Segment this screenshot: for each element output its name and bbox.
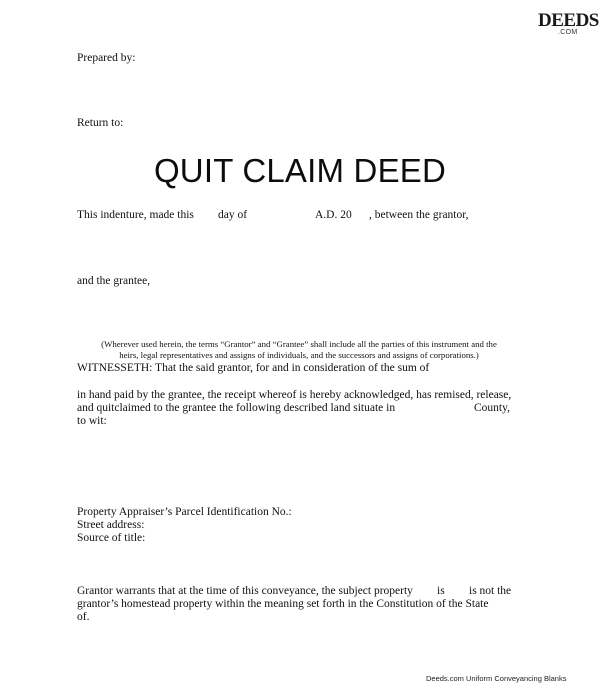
indenture-text-2: day of xyxy=(218,209,248,221)
homestead-is: is xyxy=(437,585,445,597)
logo-sub-text: .COM xyxy=(558,29,578,36)
county-label: County, xyxy=(474,402,510,414)
consideration-line-2: and quitclaimed to the grantee the following described land situate in xyxy=(77,402,396,414)
definition-note-line-2: heirs, legal representatives and assigns of individuals, and the successors and assigns of corporations.) xyxy=(119,350,479,360)
consideration-line-1: in hand paid by the grantee, the receipt whereof is hereby acknowledged, has remised, release, xyxy=(77,389,512,401)
homestead-line-3: of. xyxy=(77,611,90,623)
parcel-id-label: Property Appraiser’s Parcel Identification No.: xyxy=(77,506,292,518)
logo-main-text: DEEDS xyxy=(538,10,599,31)
indenture-text-4: , between the grantor, xyxy=(369,209,469,221)
indenture-text-3: A.D. 20 xyxy=(315,209,352,221)
source-of-title-label: Source of title: xyxy=(77,532,146,544)
document-title: QUIT CLAIM DEED xyxy=(153,152,447,189)
homestead-is-not: is not the xyxy=(469,585,512,597)
to-wit-label: to wit: xyxy=(77,415,107,427)
return-to-label: Return to: xyxy=(77,117,124,129)
homestead-line-1: Grantor warrants that at the time of this conveyance, the subject property xyxy=(77,585,413,597)
indenture-text-1: This indenture, made this xyxy=(77,209,194,221)
prepared-by-label: Prepared by: xyxy=(77,52,136,64)
footer-text: Deeds.com Uniform Conveyancing Blanks xyxy=(426,674,567,683)
witnesseth-text: WITNESSETH: That the said grantor, for and in consideration of the sum of xyxy=(77,362,430,374)
definition-note-line-1: (Wherever used herein, the terms “Grantor” and “Grantee” shall include all the parties of this instrument and the xyxy=(101,339,497,349)
homestead-line-2: grantor’s homestead property within the meaning set forth in the Constitution of the State xyxy=(77,598,489,610)
grantee-label: and the grantee, xyxy=(77,275,151,287)
deeds-logo xyxy=(538,10,599,42)
street-address-label: Street address: xyxy=(77,519,145,531)
